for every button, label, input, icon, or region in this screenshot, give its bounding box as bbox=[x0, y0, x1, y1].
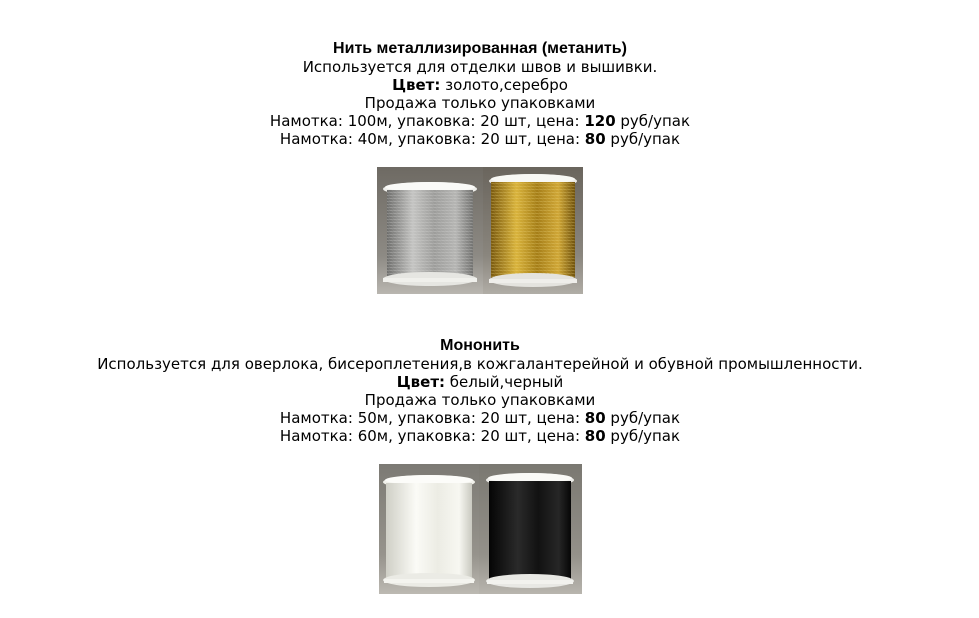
option-line bbox=[0, 409, 960, 427]
option-text: Намотка: 100м, упаковка: 20 шт, цена: bbox=[269, 112, 585, 130]
color-value: золото,серебро bbox=[440, 76, 568, 94]
option-price: 80 bbox=[584, 409, 606, 427]
option-unit: руб/упак bbox=[615, 112, 691, 130]
option-price: 80 bbox=[584, 427, 606, 445]
option-text: Намотка: 50м, упаковка: 20 шт, цена: bbox=[279, 409, 585, 427]
product-metallic-thread bbox=[0, 40, 960, 294]
product-photos bbox=[0, 464, 960, 594]
option-price: 80 bbox=[584, 130, 606, 148]
option-unit: руб/упак bbox=[605, 427, 681, 445]
product-title: Мононить bbox=[440, 337, 520, 354]
option-line bbox=[0, 427, 960, 445]
option-line bbox=[0, 130, 960, 148]
silver-spool-photo bbox=[377, 167, 483, 294]
option-price: 120 bbox=[584, 112, 616, 130]
product-color bbox=[0, 76, 960, 94]
black-spool-photo bbox=[479, 464, 582, 594]
option-text: Намотка: 60м, упаковка: 20 шт, цена: bbox=[279, 427, 585, 445]
white-spool-photo bbox=[379, 464, 479, 594]
product-mononit bbox=[0, 337, 960, 594]
color-label: Цвет: bbox=[392, 76, 441, 94]
color-value: белый,черный bbox=[445, 373, 564, 391]
color-label: Цвет: bbox=[396, 373, 446, 391]
option-unit: руб/упак bbox=[605, 130, 681, 148]
product-title: Нить металлизированная (метанить) bbox=[333, 40, 627, 57]
product-photos bbox=[0, 167, 960, 294]
option-line bbox=[0, 112, 960, 130]
product-description: Используется для оверлока, бисероплетения,в кожгалантерейной и обувной промышленности. bbox=[97, 355, 863, 373]
sale-note: Продажа только упаковками bbox=[364, 391, 596, 409]
product-color bbox=[0, 373, 960, 391]
gold-spool-photo bbox=[483, 167, 583, 294]
product-description: Используется для отделки швов и вышивки. bbox=[302, 58, 658, 76]
option-unit: руб/упак bbox=[605, 409, 681, 427]
option-text: Намотка: 40м, упаковка: 20 шт, цена: bbox=[279, 130, 585, 148]
sale-note: Продажа только упаковками bbox=[364, 94, 596, 112]
